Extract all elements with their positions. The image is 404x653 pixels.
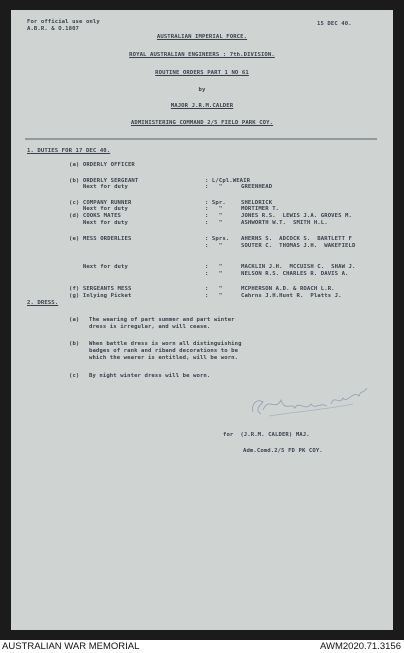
duty-label: (a) ORDERLY OFFICER [69, 162, 135, 168]
dress-item-marker: (a) [69, 317, 80, 323]
document-date: 15 DEC 40. [317, 21, 352, 27]
force-title: AUSTRALIAN IMPERIAL FORCE. [156, 34, 248, 40]
signature-for-line: for (J.R.M. CALDER) MAJ. [223, 432, 310, 438]
by-line: by [198, 87, 206, 93]
duty-rank: : Sprs. [205, 236, 230, 242]
duty-label: Next for duty [69, 206, 128, 212]
duty-rank: : " [205, 271, 223, 277]
duty-name: NELSON R.S. CHARLES R. DAVIS A. [241, 271, 349, 277]
header-divider [25, 137, 377, 141]
dress-heading: 2. DRESS. [27, 300, 59, 306]
duty-rank: : " [205, 220, 223, 226]
duty-label: (f) SERGEANTS MESS [69, 286, 132, 292]
duty-rank: : " [205, 293, 223, 299]
reference-line: A.B.R. & O.1807 [27, 26, 80, 32]
dress-item-line: By night winter dress will be worn. [89, 373, 211, 379]
dress-item-line: When battle dress is worn all distinguishing [89, 341, 242, 347]
duty-name: ASHWORTH W.T. SMITH H.L. [241, 220, 328, 226]
command-line: ADMINISTERING COMMAND 2/5 FIELD PARK COY. [130, 120, 274, 126]
duty-rank: : L/Cpl.WEAIR [205, 178, 251, 184]
dress-item-line: badges of rank and riband decorations to be [89, 348, 239, 354]
dress-item-marker: (c) [69, 373, 80, 379]
duty-name: JONES R.S. LEWIS J.A. GROVES M. [241, 213, 352, 219]
archive-footer [0, 640, 404, 653]
dress-item-marker: (b) [69, 341, 80, 347]
duty-rank: : " [205, 213, 223, 219]
classification-line: For official use only [27, 19, 100, 25]
duty-rank: : " [205, 206, 223, 212]
duty-label: Next for duty [69, 184, 128, 190]
duty-label: (g) Inlying Picket [69, 293, 132, 299]
dress-item-line: The wearing of part summer and part winter [89, 317, 235, 323]
document-page [11, 10, 393, 630]
duty-label: Next for duty [69, 220, 128, 226]
duty-name: AHERNS S. ADCOCK S. BARTLETT F [241, 236, 352, 242]
duty-name: Cahrns J.H.Hunt R. Platts J. [241, 293, 342, 299]
duty-rank: : Spr. [205, 200, 226, 206]
dress-item-line: which the wearer is entitled, will be worn. [89, 355, 239, 361]
duty-label: (c) COMPANY RUNNER [69, 200, 132, 206]
duty-label: (e) MESS ORDERLIES [69, 236, 132, 242]
duty-name: SHELDRICK [241, 200, 273, 206]
duty-label: Next for duty [69, 264, 128, 270]
archive-name: AUSTRALIAN WAR MEMORIAL [2, 641, 140, 652]
signature-role-line: Adm.Comd.2/5 FD PK COY. [243, 448, 323, 454]
duty-rank: : " [205, 264, 223, 270]
duty-name: MACKLIN J.H. MCCUISH C. SHAW J. [241, 264, 356, 270]
duty-name: MCPHERSON A.D. & ROACH L.R. [241, 286, 335, 292]
handwritten-signature [243, 382, 371, 422]
archive-id: AWM2020.71.3156 [320, 641, 401, 652]
duty-rank: : " [205, 184, 223, 190]
duty-rank: : " [205, 243, 223, 249]
duty-name: SOUTER C. THOMAS J.H. WAKEFIELD [241, 243, 356, 249]
duties-heading: 1. DUTIES FOR 17 DEC 40. [27, 148, 111, 154]
duty-name: MORTIMER T. [241, 206, 280, 212]
orders-title: ROUTINE ORDERS PART 1 NO 61 [155, 70, 249, 76]
division-title: ROYAL AUSTRALIAN ENGINEERS : 7th.DIVISION. [129, 52, 275, 58]
duty-rank: : " [205, 286, 223, 292]
duty-label: (b) ORDERLY SERGEANT [69, 178, 139, 184]
dress-item-line: dress is irregular, and will cease. [89, 324, 211, 330]
major-line: MAJOR J.R.M.CALDER [170, 103, 234, 109]
duty-label: (d) COOKS MATES [69, 213, 122, 219]
duty-name: GREENHEAD [241, 184, 273, 190]
